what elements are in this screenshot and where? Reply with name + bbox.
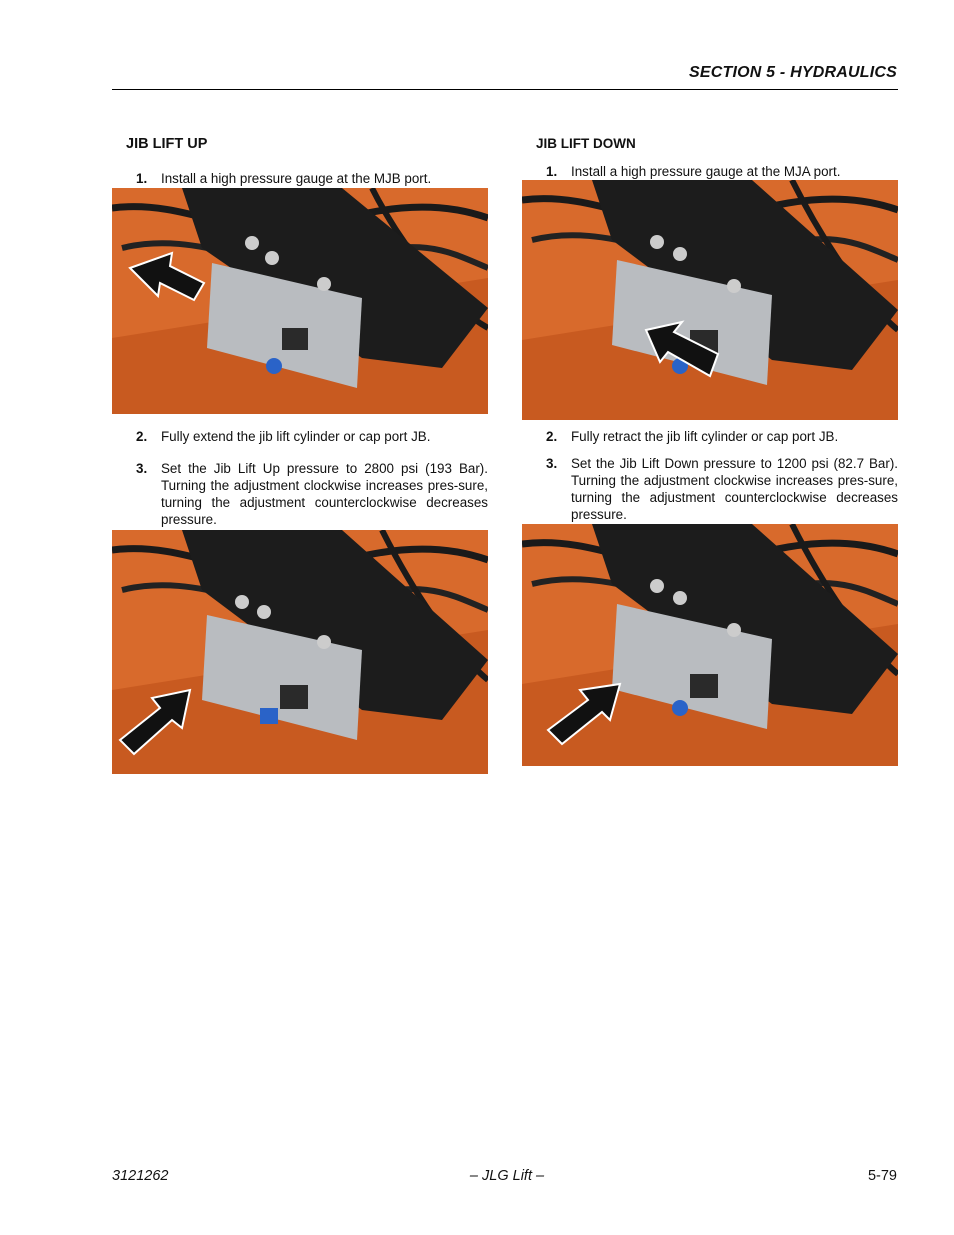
step-number: 1. (136, 171, 148, 186)
step-text: Install a high pressure gauge at the MJB port. (161, 171, 432, 186)
step-number: 2. (546, 429, 558, 444)
photo-mja-port (522, 180, 898, 420)
step-number: 3. (546, 456, 558, 471)
step-text: Set the Jib Lift Up pressure to 2800 psi (193 Bar). Turning the adjustment clockwise increases pres-sure, turning the adjustment counterclockwise decreases pressure. (161, 461, 488, 527)
photo-right-adjustment (522, 524, 898, 766)
step-number: 1. (546, 164, 558, 179)
heading-jib-lift-up: JIB LIFT UP (126, 136, 208, 152)
step-text: Set the Jib Lift Down pressure to 1200 psi (82.7 Bar). Turning the adjustment clockwise increases pres-sure, turning the adjustment counterclockwise decreases pressure. (571, 456, 898, 522)
step-number: 3. (136, 461, 148, 476)
page-number: 5-79 (867, 1168, 897, 1184)
step-number: 2. (136, 429, 148, 444)
section-title: SECTION 5 - HYDRAULICS (689, 64, 897, 81)
header-rule (112, 89, 898, 90)
photo-mjb-port (112, 188, 488, 414)
heading-jib-lift-down: JIB LIFT DOWN (536, 136, 636, 151)
doc-number: 3121262 (112, 1168, 169, 1184)
step-text: Fully extend the jib lift cylinder or cap port JB. (161, 429, 431, 444)
footer-brand: – JLG Lift – (469, 1168, 545, 1184)
photo-left-adjustment (112, 530, 488, 774)
step-text: Install a high pressure gauge at the MJA port. (571, 164, 841, 179)
step-text: Fully retract the jib lift cylinder or cap port JB. (571, 429, 839, 444)
